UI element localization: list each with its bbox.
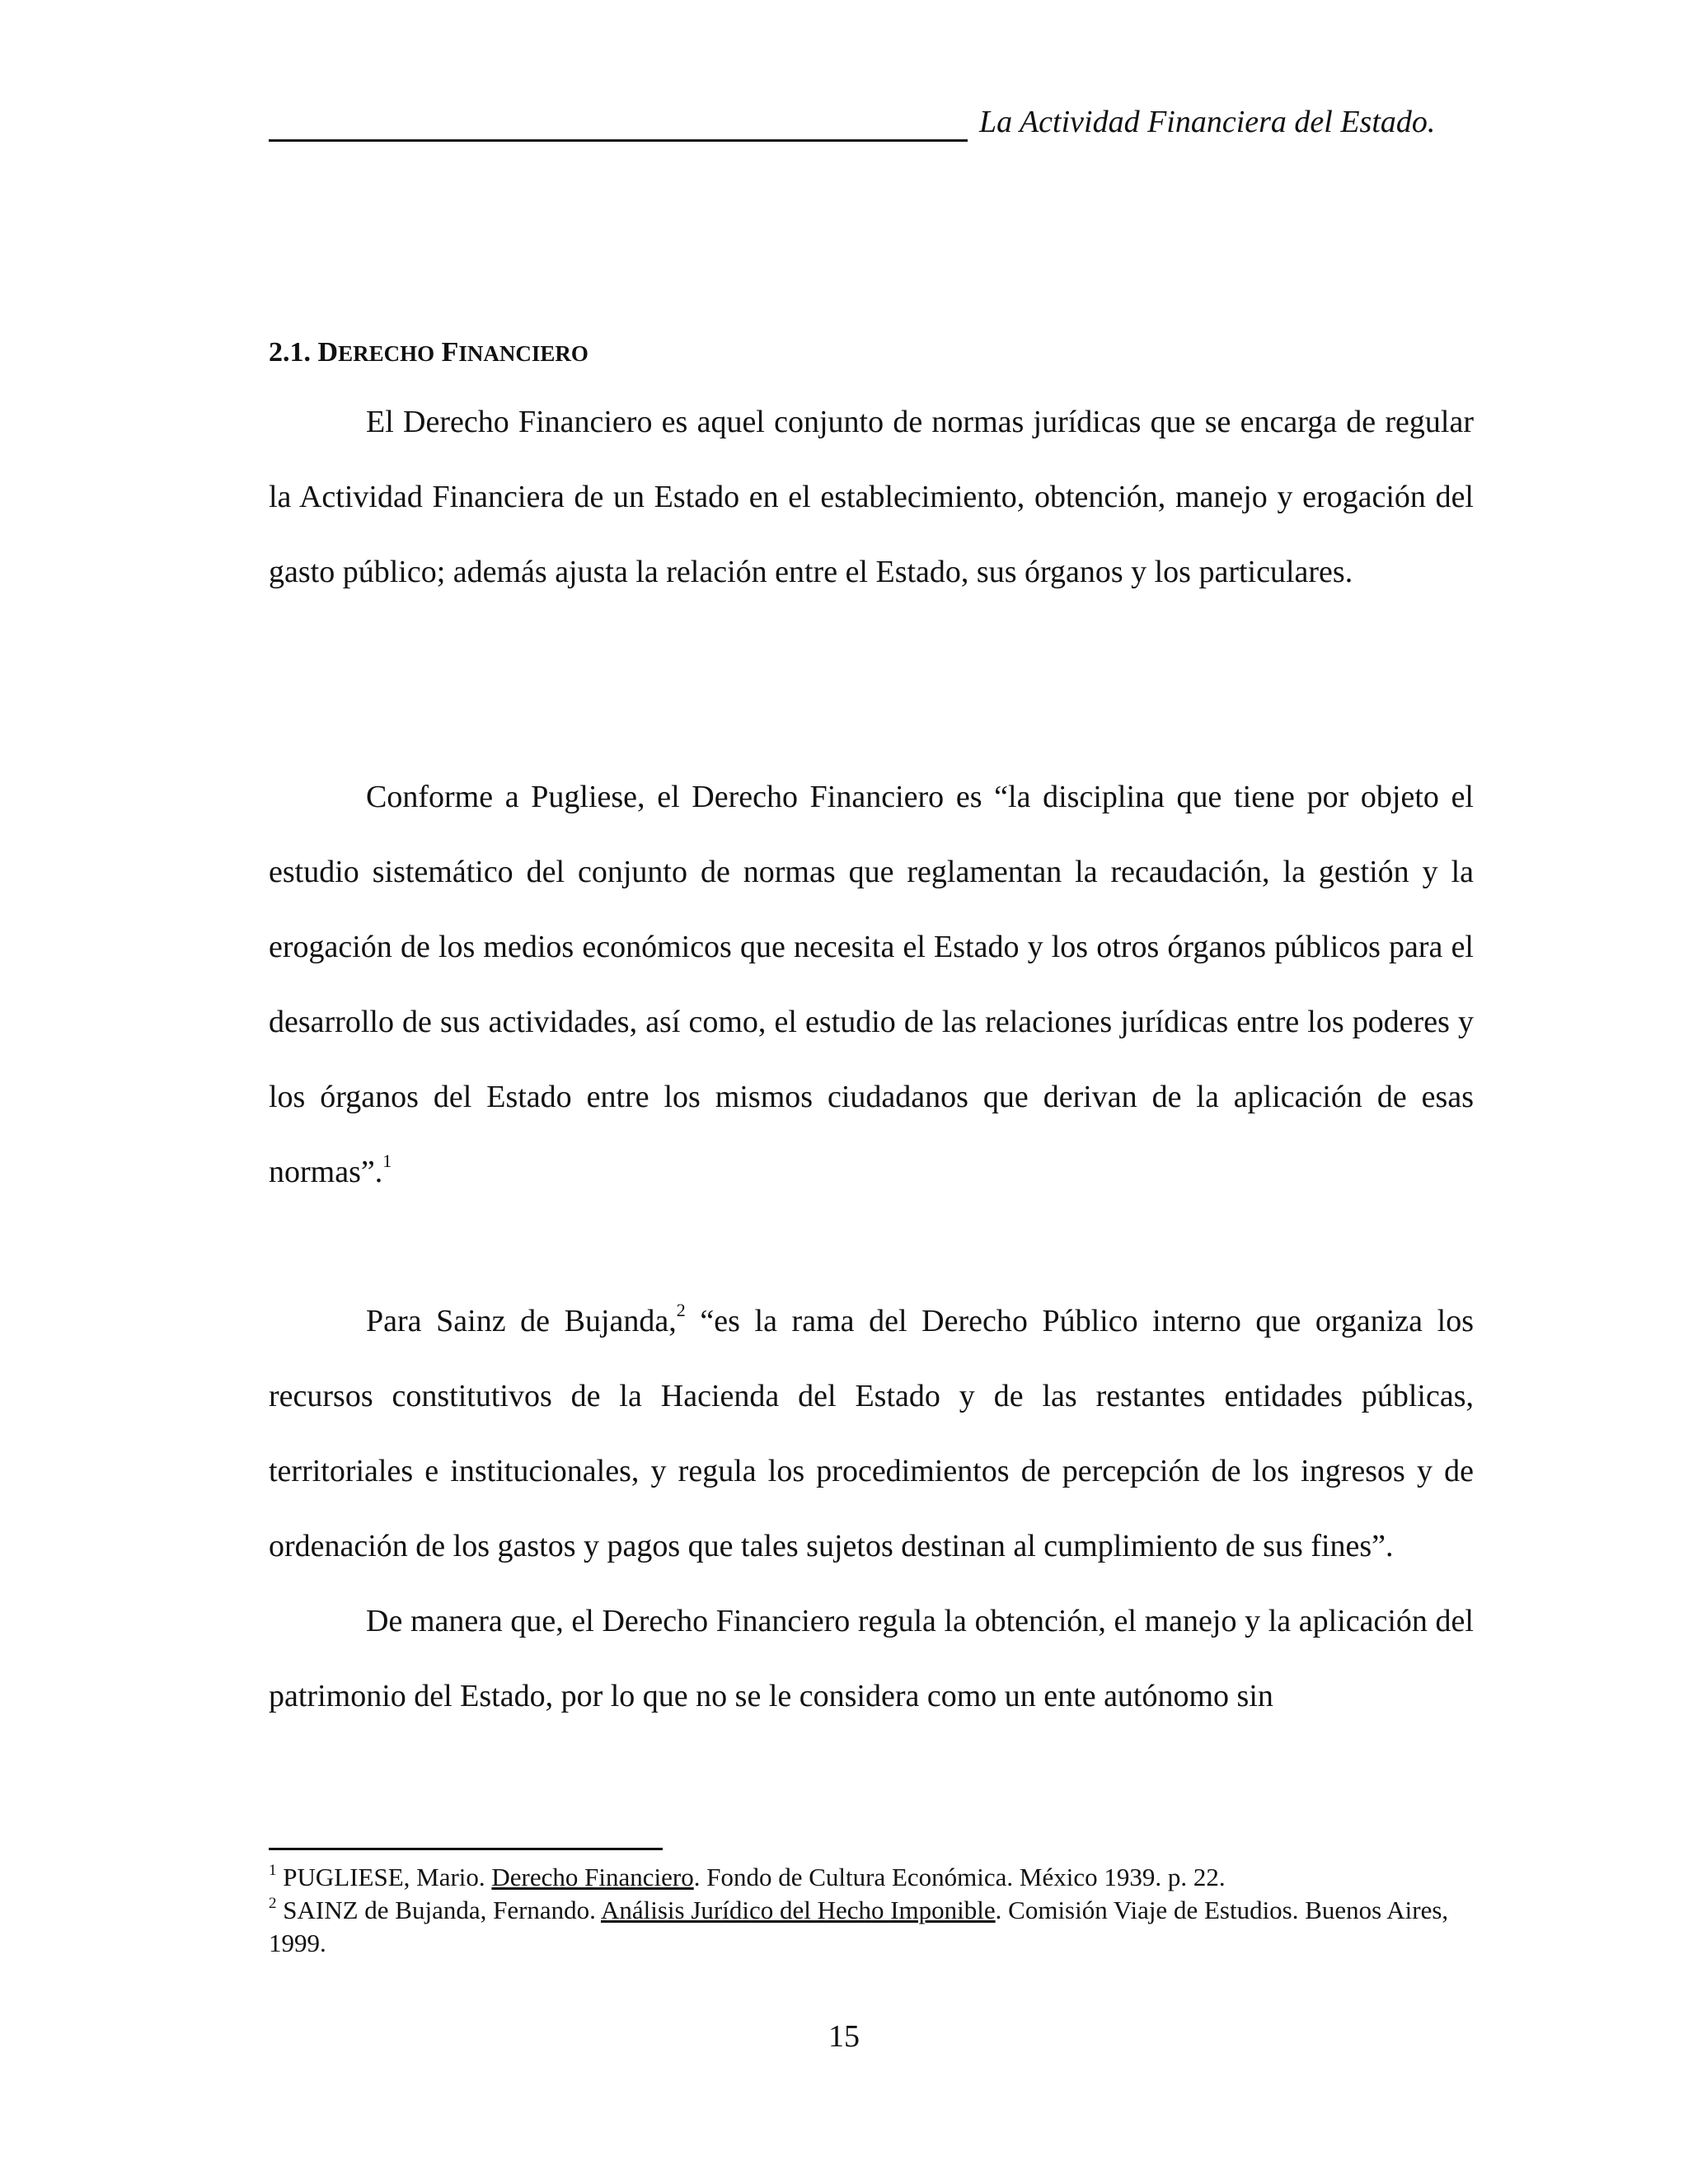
body-block-pugliese (269, 760, 1474, 1210)
footnote-reference-2[interactable]: 2 (676, 1300, 686, 1320)
running-header (269, 92, 1474, 142)
page-number: 15 (828, 2019, 860, 2054)
paragraph-sainz-lead: Para Sainz de Bujanda, (366, 1304, 677, 1338)
paragraph-sainz (269, 1284, 1474, 1584)
paragraph-pugliese (269, 760, 1474, 1210)
footnote-2 (269, 1894, 1474, 1960)
footnote-2-author: SAINZ de Bujanda, Fernando. (276, 1896, 601, 1924)
paragraph-pugliese-text: Conforme a Pugliese, el Derecho Financiero es “la disciplina que tiene por objeto el estudio sistemático del conjunto de normas que reglamentan la recaudación, la gestión y la erogación de los medios económicos que necesita el Estado y los otros órganos públicos para el desarrollo de sus actividades, así como, el estudio de las relaciones jurídicas entre los poderes y los órganos del Estado entre los mismos ciudadanos que derivan de la aplicación de esas normas”. (269, 780, 1474, 1189)
section-number: 2.1. (269, 337, 311, 368)
footnotes (269, 1861, 1474, 1960)
footnote-2-publisher: . Comisión Viaje de Estudios. Buenos Aires, 1999. (269, 1896, 1449, 1957)
running-header-title: La Actividad Financiera del Estado. (979, 105, 1436, 139)
section-title-word1-initial: D (317, 337, 339, 368)
body-block-sainz (269, 1284, 1474, 1734)
footnote-1-title: Derecho Financiero (491, 1863, 694, 1891)
footnote-1-publisher: . Fondo de Cultura Económica. México 1939. p. 22. (693, 1863, 1226, 1891)
footnote-mark-2: 2 (269, 1895, 277, 1912)
section-heading (269, 330, 588, 377)
paragraph-conclusion: De manera que, el Derecho Financiero regula la obtención, el manejo y la aplicación del patrimonio del Estado, por lo que no se le considera como un ente autónomo sin (269, 1604, 1474, 1713)
header-rule (269, 100, 968, 142)
section-title-word1-rest: ERECHO (338, 341, 435, 366)
body-block-definition (269, 385, 1474, 610)
footnote-1-author: PUGLIESE, Mario. (276, 1863, 492, 1891)
footnote-reference-1[interactable]: 1 (382, 1151, 392, 1171)
footnote-mark-1: 1 (269, 1862, 277, 1879)
footnote-1 (269, 1861, 1474, 1894)
paragraph-definition: El Derecho Financiero es aquel conjunto de normas jurídicas que se encarga de regular la Actividad Financiera de un Estado en el establecimiento, obtención, manejo y erogación del gasto público; además ajusta la relación entre el Estado, sus órganos y los particulares. (269, 405, 1474, 589)
footnote-separator (269, 1848, 663, 1850)
section-title-word2-initial: F (441, 337, 459, 368)
paragraph-sainz-quote: “es la rama del Derecho Público interno que organiza los recursos constitutivos de la Hacienda del Estado y de las restantes entidades públicas, territoriales e institucionales, y regula los procedimientos de percepción de los ingresos y de ordenación de los gastos y pagos que tales sujetos destinan al cumplimiento de sus fines”. (269, 1304, 1474, 1563)
section-title-word2-rest: INANCIERO (458, 341, 588, 366)
footnote-2-title: Análisis Jurídico del Hecho Imponible (600, 1896, 996, 1924)
